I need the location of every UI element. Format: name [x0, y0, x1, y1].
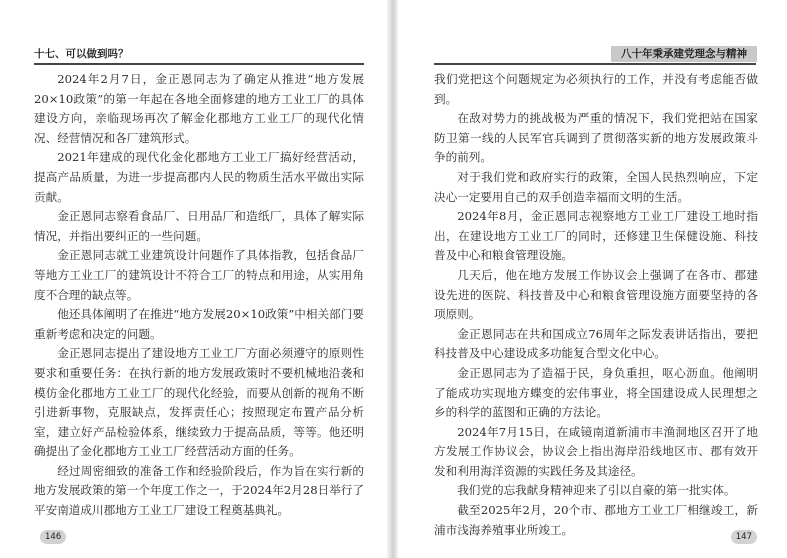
- paragraph: 2024年2月7日，金正恩同志为了确定从推进“地方发展20×10政策”的第一年起在各地全面修建的地方工业工厂的具体建设方向，亲临现场再次了解金化郡地方工业工厂的现代化情况、经营情况和各厂建筑形式。: [34, 72, 364, 145]
- running-head-left: 十七、可以做到吗？: [34, 48, 129, 60]
- paragraph: 我们党的忘我献身精神迎来了引以自豪的第一批实体。: [457, 483, 736, 498]
- paragraph: 在敌对势力的挑战极为严重的情况下，我们党把站在国家防卫第一线的人民军官兵调到了贯彻落实新的地方发展政策斗争的前列。: [434, 111, 758, 165]
- header-rule-right: [434, 63, 756, 65]
- paragraph: 2021年建成的现代化金化郡地方工业工厂搞好经营活动，提高产品质量，为进一步提高郡内人民的物质生活水平做出实际贡献。: [34, 150, 364, 204]
- header-rule-left: [34, 63, 364, 65]
- paragraph: 金正恩同志为了造福于民，身负重担，呕心沥血。他阐明了能成功实现地方蝶变的宏伟事业，将全国建设成人民理想之乡的科学的蓝图和正确的方法论。: [434, 365, 758, 420]
- paragraph: 金正恩同志在共和国成立76周年之际发表讲话指出，要把科技普及中心建设成多功能复合型文化中心。: [434, 326, 758, 361]
- paragraph: 金正恩同志提出了建设地方工业工厂方面必须遵守的原则性要求和重要任务：在执行新的地方发展政策时不要机械地沿袭和模仿金化郡地方工业工厂的现代化经验，而要从创新的视角不断引进新事物，克服缺点，发挥责任心；按照现定布置产品分析室，建立好产品检验体系，继续致力于提高品质，等等。他还明确提出了金化郡地方工业工厂经营活动方面的任务。: [34, 346, 364, 459]
- page-number-right: 147: [731, 530, 757, 544]
- paragraph: 经过周密细致的准备工作和经验阶段后，作为旨在实行新的地方发展政策的第一个年度工作之一，于2024年2月28日举行了平安南道成川郡地方工业工厂建设工程奠基典礼。: [34, 463, 364, 518]
- left-body-text: [34, 70, 364, 521]
- page-number-left: 146: [40, 530, 66, 544]
- right-body-text: [434, 70, 758, 540]
- paragraph: 他还具体阐明了在推进“地方发展20×10政策”中相关部门要重新考虑和决定的问题。: [34, 307, 364, 341]
- paragraph: 2024年7月15日，在咸镜南道新浦市丰渔洞地区召开了地方发展工作协议会，协议会上指出海岸沿线地区市、郡有效开发和利用海洋资源的实践任务及其途径。: [434, 424, 758, 478]
- book-gutter: [387, 0, 398, 558]
- paragraph: 对于我们党和政府实行的政策，全国人民热烈响应，下定决心一定要用自己的双手创造幸福而文明的生活。: [434, 169, 758, 204]
- paragraph: 几天后，他在地方发展工作协议会上强调了在各市、郡建设先进的医院、科技普及中心和粮食管理设施方面要坚持的各项原则。: [434, 267, 758, 322]
- left-page: [0, 0, 387, 558]
- paragraph: 金正恩同志就工业建筑设计问题作了具体指教，包括食品厂等地方工业工厂的建筑设计不符合工厂的特点和用途，从实用角度不合理的缺点等。: [34, 248, 364, 302]
- paragraph: 截至2025年2月，20个市、郡地方工业工厂相继竣工，新浦市浅海养殖事业所竣工。: [434, 503, 758, 537]
- paragraph-continuation: 我们党把这个问题规定为必须执行的工作，并没有考虑能否做到。: [434, 72, 758, 106]
- running-head-right: 八十年秉承建党理念与精神: [611, 46, 757, 62]
- paragraph: 2024年8月，金正恩同志视察地方工业工厂建设工地时指出，在建设地方工业工厂的同时，还修建卫生保健设施、科技普及中心和粮食管理设施。: [434, 209, 758, 263]
- paragraph: 金正恩同志察看食品厂、日用品厂和造纸厂，具体了解实际情况，并指出要纠正的一些问题。: [34, 209, 364, 243]
- right-page: [398, 0, 787, 558]
